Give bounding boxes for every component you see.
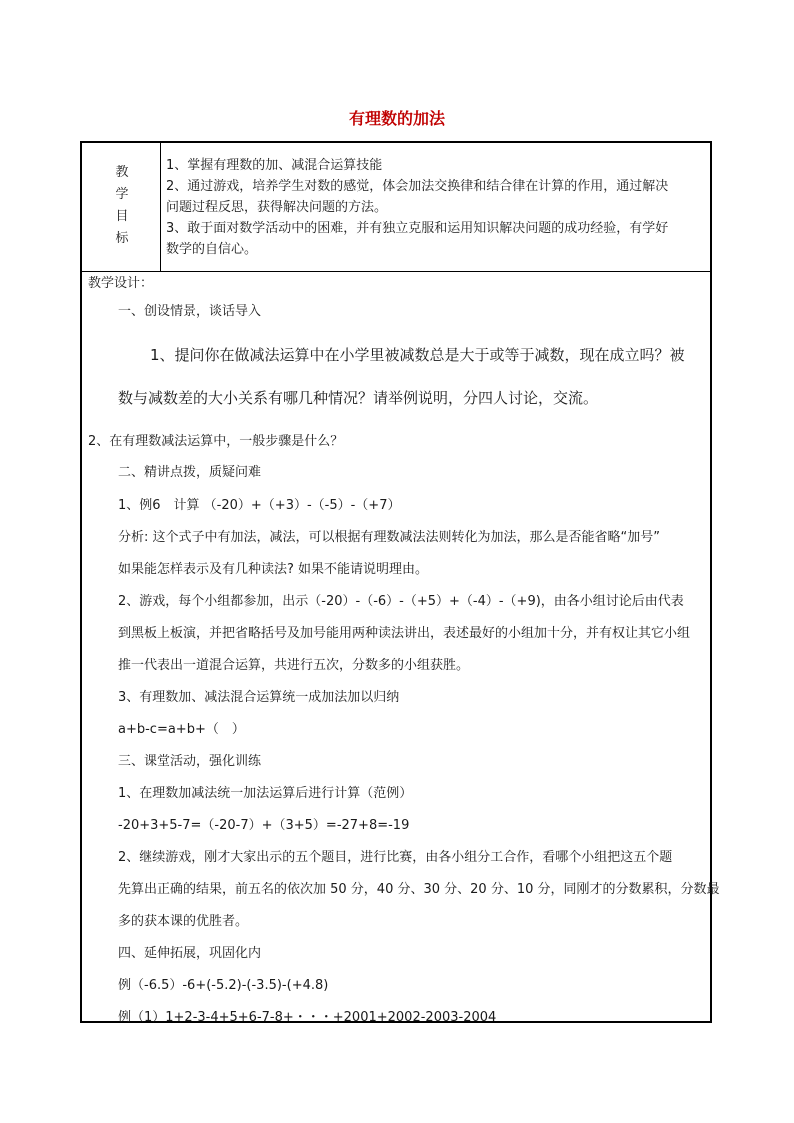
contest-line: 多的获本课的优胜者。 bbox=[118, 914, 249, 929]
goals-label-char: 学 bbox=[115, 187, 129, 202]
lesson-plan-table bbox=[80, 141, 720, 1025]
question-1-line: 1、提问你在做减法运算中在小学里被减数总是大于或等于减数，现在成立吗？被 bbox=[150, 346, 685, 364]
calc-title: 1、在理数加减法统一加法运算后进行计算（范例） bbox=[118, 786, 413, 801]
goals-label-char: 教 bbox=[115, 165, 129, 180]
teaching-goals-content bbox=[166, 155, 706, 260]
example-a: 例（-6.5）-6+(-5.2)-(-3.5)-(+4.8) bbox=[118, 978, 329, 993]
example-b: 例（1）1+2-3-4+5+6-7-8+・・・+2001+2002-2003-2004 bbox=[118, 1010, 497, 1025]
teaching-goals-label bbox=[82, 143, 161, 271]
example-6: 1、例6 计算 （-20）+（+3）-（-5）-（+7） bbox=[118, 498, 401, 513]
goal-line: 数学的自信心。 bbox=[166, 242, 258, 257]
game-line: 到黑板上板演，并把省略括号及加号能用两种读法讲出，表述最好的小组加十分，并有权让其它小组 bbox=[118, 626, 691, 641]
goal-line: 3、敢于面对数学活动中的困难，并有独立克服和运用知识解决问题的成功经验，有学好 bbox=[166, 221, 669, 236]
summary-line: 3、有理数加、减法混合运算统一成加法加以归纳 bbox=[118, 690, 400, 705]
section-2-title: 二、精讲点拨，质疑问难 bbox=[118, 465, 262, 480]
formula-line: a+b-c=a+b+（ ） bbox=[118, 722, 245, 737]
goals-label-char: 标 bbox=[115, 231, 129, 246]
question-2: 2、在有理数减法运算中，一般步骤是什么？ bbox=[88, 434, 344, 449]
calc-example: -20+3+5-7=（-20-7）+（3+5）=-27+8=-19 bbox=[118, 818, 410, 833]
question-1-line: 数与减数差的大小关系有哪几种情况？请举例说明，分四人讨论，交流。 bbox=[118, 389, 599, 407]
analysis-line: 如果能怎样表示及有几种读法? 如果不能请说明理由。 bbox=[118, 562, 429, 577]
page-title: 有理数的加法 bbox=[348, 109, 445, 128]
goal-line: 问题过程反思，获得解决问题的方法。 bbox=[166, 200, 388, 215]
game-line: 推一代表出一道混合运算，共进行五次，分数多的小组获胜。 bbox=[118, 658, 470, 673]
section-3-title: 三、课堂活动，强化训练 bbox=[118, 754, 262, 769]
contest-line: 2、继续游戏，刚才大家出示的五个题目，进行比赛，由各小组分工合作，看哪个小组把这五个题 bbox=[118, 850, 673, 865]
contest-line: 先算出正确的结果，前五名的依次加 50 分，40 分、30 分、20 分、10 分，同刚才的分数累积，分数最 bbox=[118, 882, 720, 897]
section-4-title: 四、延伸拓展，巩固化内 bbox=[118, 946, 262, 961]
game-line: 2、游戏，每个小组都参加，出示（-20）-（-6）-（+5）+（-4）-（+9)，由各小组讨论后由代表 bbox=[118, 594, 684, 609]
goal-line: 2、通过游戏，培养学生对数的感觉，体会加法交换律和结合律在计算的作用，通过解决 bbox=[166, 179, 669, 194]
section-1-title: 一、创设情景，谈话导入 bbox=[118, 304, 262, 319]
goals-label-char: 目 bbox=[115, 209, 129, 224]
analysis-line: 分析: 这个式子中有加法，减法，可以根据有理数减法法则转化为加法，那么是否能省略“加号” bbox=[118, 530, 660, 545]
design-heading: 教学设计： bbox=[88, 276, 154, 291]
goal-line: 1、掌握有理数的加、减混合运算技能 bbox=[166, 158, 383, 173]
teaching-goals-row bbox=[82, 143, 710, 272]
